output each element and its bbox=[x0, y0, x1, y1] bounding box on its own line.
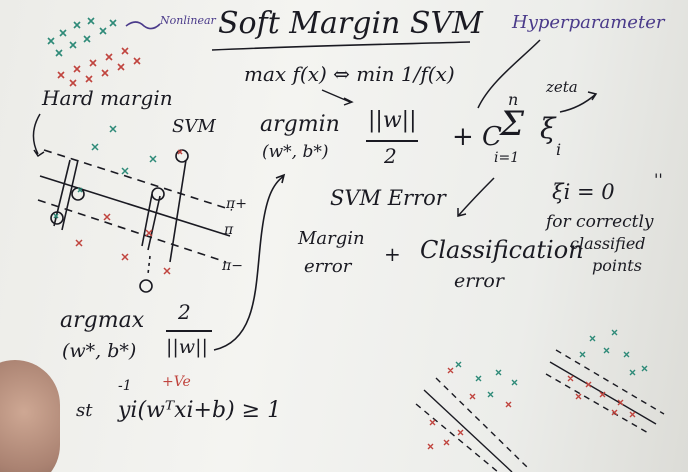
zeta-label: zeta bbox=[546, 78, 578, 96]
margin-error-line1: Margin bbox=[298, 228, 365, 249]
bottom-diagram-2-red bbox=[568, 376, 635, 417]
sv-circle-4 bbox=[176, 150, 188, 162]
bottom-diagram-1-green bbox=[456, 362, 517, 397]
positive-ve-label: +Ve bbox=[162, 374, 191, 390]
plus-sign: + bbox=[384, 242, 401, 266]
pi-label: π bbox=[224, 222, 234, 238]
sum-lower-limit: i=1 bbox=[494, 150, 520, 166]
max-arrow bbox=[322, 90, 352, 105]
hard-margin-label: Hard margin bbox=[42, 86, 173, 110]
svm-error-label: SVM Error bbox=[330, 186, 446, 210]
sum-symbol: Σ bbox=[500, 104, 525, 144]
argmax-fraction-bar bbox=[166, 330, 212, 332]
hard-margin-arrow bbox=[33, 114, 44, 156]
svm-error-arrow bbox=[458, 178, 494, 216]
pi-plus-label: π+ bbox=[226, 196, 247, 212]
hyperparameter-label: Hyperparameter bbox=[512, 12, 665, 33]
argmax-numerator: 2 bbox=[178, 300, 191, 324]
st-label: st bbox=[76, 400, 93, 421]
argmin-label: argmin bbox=[260, 112, 340, 137]
classification-error-line1: Classification bbox=[420, 236, 584, 264]
xi-subscript: i bbox=[556, 140, 562, 159]
argmax-args: (w*, b*) bbox=[62, 340, 137, 362]
left-diagram bbox=[38, 150, 232, 292]
sv-circle-1 bbox=[72, 188, 84, 200]
norm-w-numerator: ||w|| bbox=[368, 108, 417, 133]
red-cross-cluster-top bbox=[58, 48, 140, 86]
argmax-denominator: ||w|| bbox=[166, 336, 208, 358]
negative-one-label: -1 bbox=[118, 378, 132, 394]
pi-minus-label: π− bbox=[222, 258, 243, 274]
left-green-points bbox=[54, 126, 156, 218]
xi-zero-equation: ξi = 0 bbox=[552, 180, 615, 204]
xi-symbol: ξ bbox=[540, 112, 556, 145]
pi-line bbox=[40, 176, 230, 236]
green-cross-cluster-top bbox=[48, 18, 116, 56]
board-title: Soft Margin SVM bbox=[218, 6, 483, 41]
svm-label: SVM bbox=[172, 116, 216, 137]
bottom-diagram-2-green bbox=[580, 330, 647, 375]
correctly-label: for correctly bbox=[546, 212, 654, 232]
argmin-args: (w*, b*) bbox=[262, 142, 329, 162]
bottom-diagram-1 bbox=[416, 378, 528, 472]
classification-error-line2: error bbox=[454, 270, 504, 292]
classified-label: classified bbox=[570, 234, 646, 253]
title-underline bbox=[212, 42, 470, 50]
pi-plus-line bbox=[44, 150, 232, 210]
sv-circle-3 bbox=[152, 188, 164, 200]
prime-mark: '' bbox=[654, 170, 663, 189]
sv-circle-5 bbox=[140, 280, 152, 292]
support-lines bbox=[54, 160, 186, 262]
points-label: points bbox=[592, 256, 642, 275]
bottom-diagram-1-red bbox=[428, 368, 511, 449]
left-red-points bbox=[76, 150, 182, 274]
fraction-denominator: 2 bbox=[384, 144, 397, 168]
max-equivalence: max f(x) ⇔ min 1/f(x) bbox=[244, 62, 455, 86]
sum-upper-limit: n bbox=[508, 90, 519, 109]
argmax-label: argmax bbox=[60, 308, 145, 333]
constraint-equation: yi(wᵀxi+b) ≥ 1 bbox=[118, 398, 282, 423]
nonlinear-label: Nonlinear bbox=[160, 14, 216, 27]
squiggle-line bbox=[126, 22, 160, 29]
plus-c-term: + C bbox=[452, 122, 502, 152]
margin-error-line2: error bbox=[304, 256, 352, 277]
fraction-bar bbox=[366, 140, 418, 142]
